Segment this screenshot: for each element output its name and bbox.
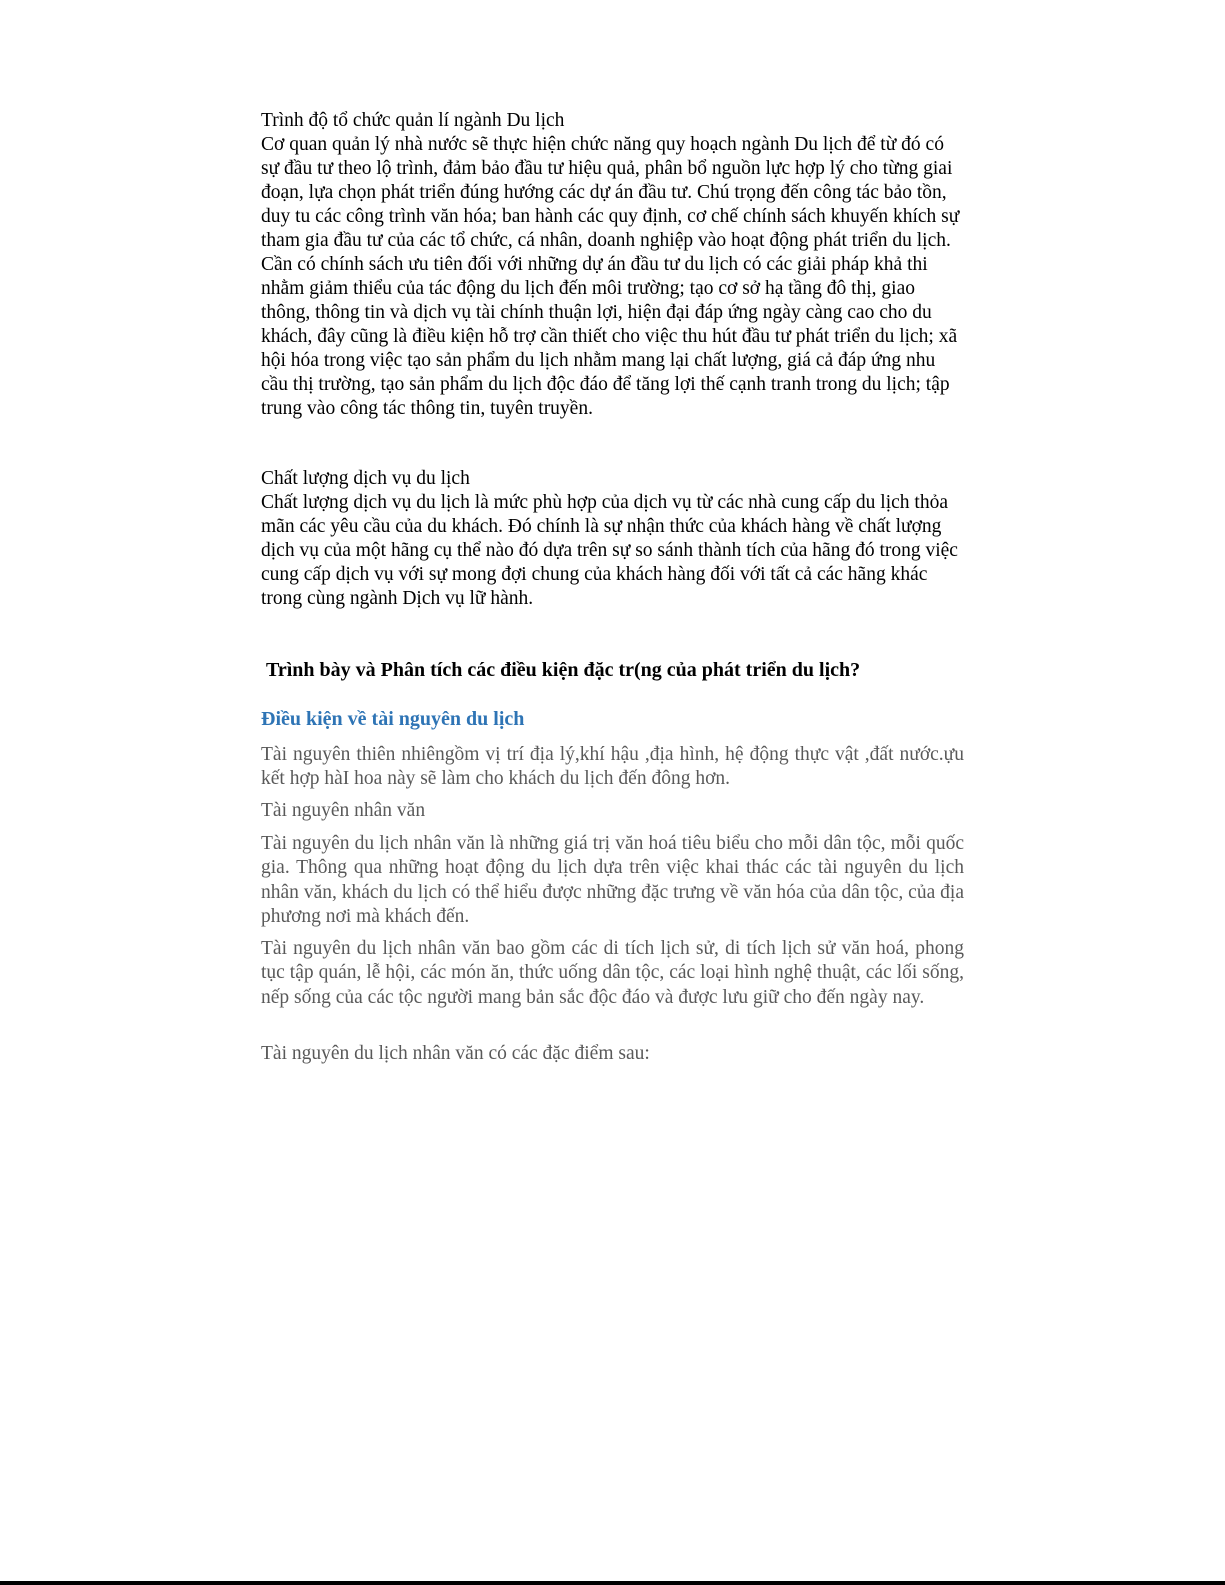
section-management-title: Trình độ tổ chức quản lí ngành Du lịch	[261, 110, 565, 131]
section-service-quality-title: Chất lượng dịch vụ du lịch	[261, 468, 470, 489]
paragraph-natural-resources: Tài nguyên thiên nhiêngồm vị trí địa lý,khí hậu ,địa hình, hệ động thực vật ,đất nước.ựu kết hợp hàI hoa này sẽ làm cho khách du lịch đến đông hơn.	[261, 744, 964, 790]
paragraph-human-resources-definition: Tài nguyên du lịch nhân văn là những giá trị văn hoá tiêu biểu cho mỗi dân tộc, mỗi quốc gia. Thông qua những hoạt động du lịch dựa trên việc khai thác các tài nguyên du lịch nhân văn, khách du lịch có thể hiểu được những đặc trưng về văn hóa của dân tộc, của địa phương nơi mà khách đến.	[261, 833, 964, 927]
question-heading: Trình bày và Phân tích các điều kiện đặc tr(ng của phát triển du lịch?	[266, 659, 861, 681]
paragraph-human-resources-includes: Tài nguyên du lịch nhân văn bao gồm các di tích lịch sử, di tích lịch sử văn hoá, phong tục tập quán, lễ hội, các món ăn, thức uống dân tộc, các loại hình nghệ thuật, các lối sống, nếp sống của các tộc người mang bản sắc độc đáo và được lưu giữ cho đến ngày nay.	[261, 938, 964, 1008]
page-bottom-border	[0, 1581, 1225, 1585]
paragraph-human-resources-features: Tài nguyên du lịch nhân văn có các đặc điểm sau:	[261, 1043, 650, 1064]
section-service-quality-body: Chất lượng dịch vụ du lịch là mức phù hợp của dịch vụ từ các nhà cung cấp du lịch thỏa mãn các yêu cầu của du khách. Đó chính là sự nhận thức của khách hàng về chất lượng dịch vụ của một hãng cụ thể nào đó dựa trên sự so sánh thành tích của hãng đó trong việc cung cấp dịch vụ với sự mong đợi chung của khách hàng đối với tất cả các hãng khác trong cùng ngành Dịch vụ lữ hành.	[261, 492, 958, 609]
subheading-tourism-resources: Điều kiện về tài nguyên du lịch	[261, 708, 525, 730]
section-management-body: Cơ quan quản lý nhà nước sẽ thực hiện chức năng quy hoạch ngành Du lịch để từ đó có sự đầu tư theo lộ trình, đảm bảo đầu tư hiệu quả, phân bổ nguồn lực hợp lý cho từng giai đoạn, lựa chọn phát triển đúng hướng các dự án đầu tư. Chú trọng đến công tác bảo tồn, duy tu các công trình văn hóa; ban hành các quy định, cơ chế chính sách khuyến khích sự tham gia đầu tư của các tổ chức, cá nhân, doanh nghiệp vào hoạt động phát triển du lịch. Cần có chính sách ưu tiên đối với những dự án đầu tư du lịch có các giải pháp khả thi nhằm giảm thiểu của tác động du lịch đến môi trường; tạo cơ sở hạ tầng đô thị, giao thông, thông tin và dịch vụ tài chính thuận lợi, hiện đại đáp ứng ngày càng cao cho du khách, đây cũng là điều kiện hỗ trợ cần thiết cho việc thu hút đầu tư phát triển du lịch; xã hội hóa trong việc tạo sản phẩm du lịch nhằm mang lại chất lượng, giá cả đáp ứng nhu cầu thị trường, tạo sản phẩm du lịch độc đáo để tăng lợi thế cạnh tranh trong du lịch; tập trung vào công tác thông tin, tuyên truyền.	[261, 134, 960, 419]
paragraph-human-resources-label: Tài nguyên nhân văn	[261, 800, 426, 821]
section-management	[261, 109, 964, 421]
section-service-quality	[261, 467, 964, 611]
